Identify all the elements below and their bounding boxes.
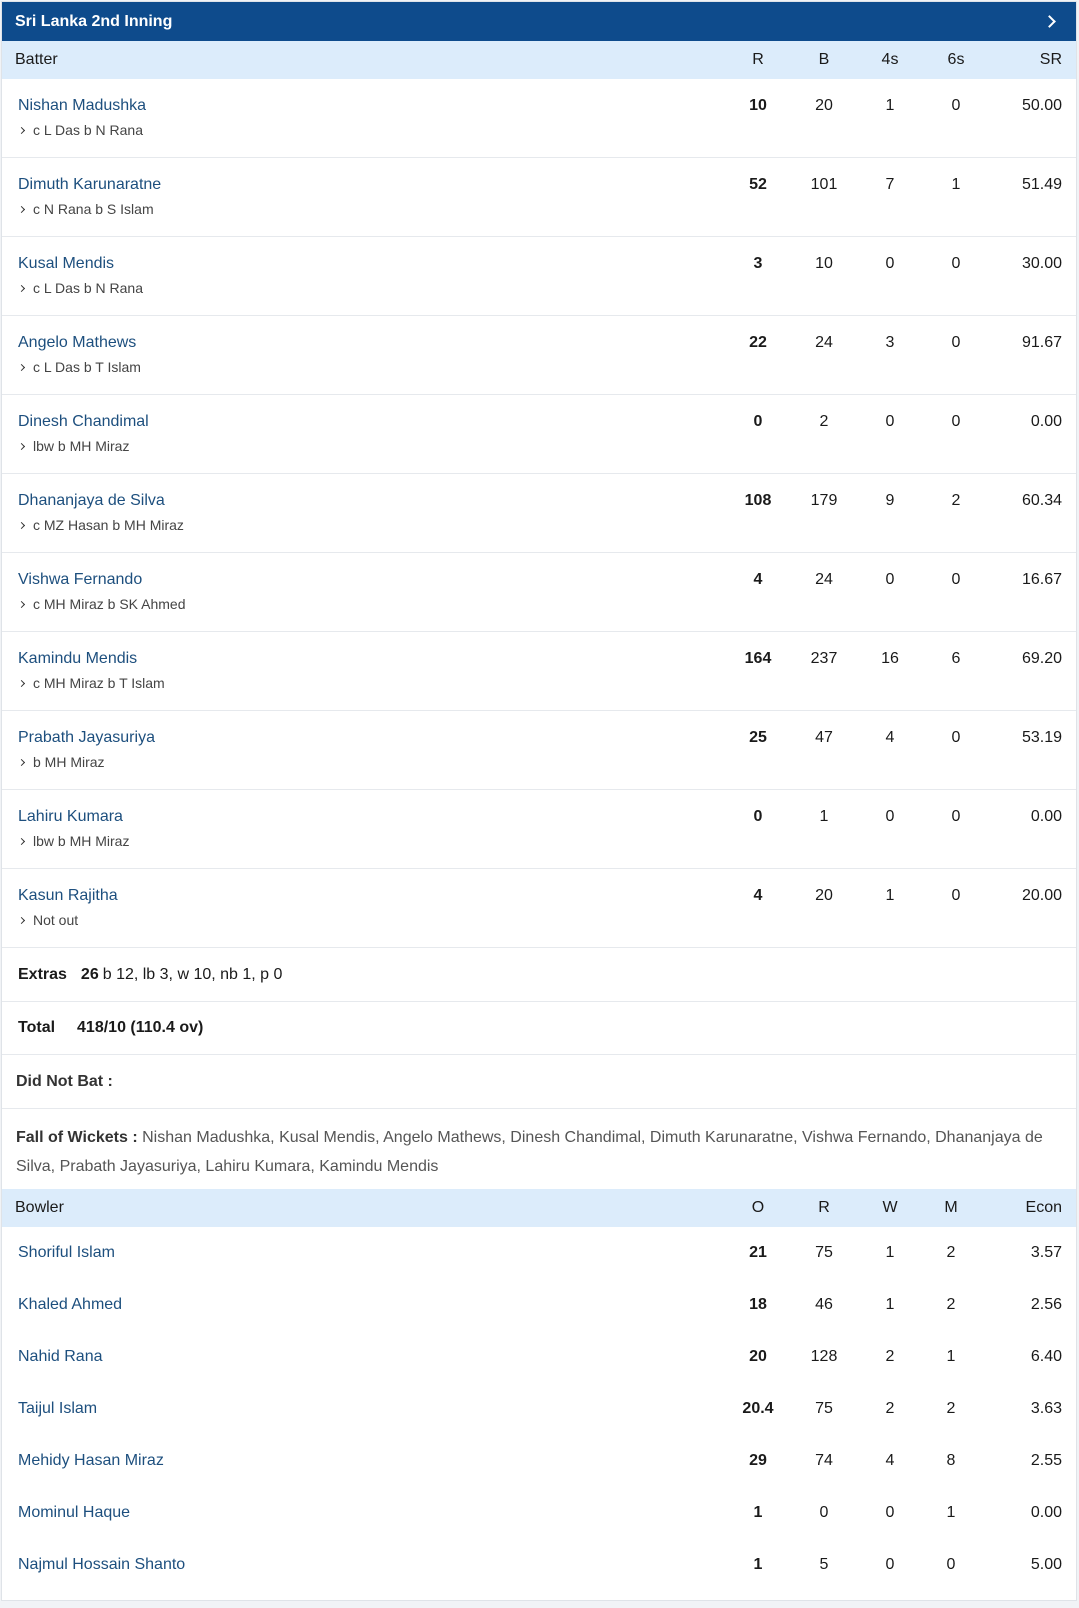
batter-sixes: 0 — [951, 729, 961, 746]
batter-row — [2, 711, 1076, 790]
extras-label: Extras — [18, 965, 67, 983]
bowler-name-link[interactable]: Khaled Ahmed — [18, 1296, 123, 1313]
batter-strike-rate: 53.19 — [1021, 729, 1062, 746]
innings-title: Sri Lanka 2nd Inning — [15, 12, 173, 30]
bowler-name-link[interactable]: Taijul Islam — [18, 1400, 98, 1417]
bowler-overs: 20 — [749, 1348, 767, 1365]
bowler-maidens: 2 — [946, 1296, 956, 1313]
batter-strike-rate: 20.00 — [1021, 887, 1062, 904]
bowler-overs: 20.4 — [742, 1400, 774, 1417]
bowling-table-body — [2, 1227, 1076, 1591]
bowler-wickets: 1 — [885, 1244, 895, 1261]
bowler-maidens: 2 — [946, 1400, 956, 1417]
bowler-maidens: 2 — [946, 1244, 956, 1261]
batter-sixes: 6 — [951, 650, 961, 667]
batter-sixes: 0 — [951, 97, 961, 114]
batter-name-link[interactable]: Nishan Madushka — [18, 97, 147, 114]
batter-row — [2, 632, 1076, 711]
batter-row — [2, 553, 1076, 632]
batter-strike-rate: 0.00 — [1030, 413, 1062, 430]
dismissal-toggle[interactable] — [18, 675, 725, 691]
total-row — [2, 1002, 1076, 1055]
bowler-maidens: 1 — [946, 1504, 956, 1521]
dismissal-toggle[interactable] — [18, 122, 725, 138]
chevron-right-icon — [18, 521, 25, 528]
batter-sixes: 0 — [951, 413, 961, 430]
batter-name-link[interactable]: Lahiru Kumara — [18, 808, 123, 825]
batting-table-body — [2, 79, 1076, 948]
batter-balls: 47 — [815, 729, 833, 746]
batter-name-link[interactable]: Kusal Mendis — [18, 255, 115, 272]
did-not-bat-row — [2, 1055, 1076, 1109]
batter-balls: 20 — [815, 97, 833, 114]
dismissal-toggle[interactable] — [18, 201, 725, 217]
chevron-right-icon — [18, 916, 25, 923]
bowler-runs: 75 — [815, 1400, 833, 1417]
bowler-runs: 46 — [815, 1296, 833, 1313]
strike-rate-column-label: SR — [1039, 51, 1062, 68]
bowler-name-link[interactable]: Mominul Haque — [18, 1504, 131, 1521]
bowler-wickets: 4 — [885, 1452, 895, 1469]
batter-sixes: 2 — [951, 492, 961, 509]
dismissal-toggle[interactable] — [18, 359, 725, 375]
bowler-row — [2, 1383, 1076, 1435]
bowler-economy: 5.00 — [1030, 1556, 1062, 1573]
fall-of-wickets-text: Nishan Madushka, Kusal Mendis, Angelo Mathews, Dinesh Chandimal, Dimuth Karunaratne, Vishwa Fernando, Dhananjaya de Silva, Prabath Jayasuriya, Lahiru Kumara, Kamindu Mendis — [16, 1129, 1043, 1175]
batter-name-link[interactable]: Dinesh Chandimal — [18, 413, 149, 430]
dismissal-text: c MH Miraz b SK Ahmed — [33, 596, 186, 612]
dismissal-toggle[interactable] — [18, 833, 725, 849]
batter-info — [2, 254, 725, 296]
batter-fours: 7 — [885, 176, 895, 193]
bowler-economy: 2.55 — [1030, 1452, 1062, 1469]
batter-runs: 0 — [753, 808, 763, 825]
batter-column-label: Batter — [15, 51, 58, 68]
batter-info — [2, 807, 725, 849]
batting-table-header — [2, 41, 1076, 79]
bowler-wickets: 2 — [885, 1400, 895, 1417]
batter-row — [2, 790, 1076, 869]
dismissal-text: b MH Miraz — [33, 754, 105, 770]
batter-info — [2, 728, 725, 770]
batter-sixes: 0 — [951, 887, 961, 904]
batter-runs: 25 — [749, 729, 767, 746]
batter-strike-rate: 50.00 — [1021, 97, 1062, 114]
batter-row — [2, 237, 1076, 316]
bowler-row — [2, 1227, 1076, 1279]
bowler-runs: 128 — [810, 1348, 838, 1365]
batter-fours: 0 — [885, 808, 895, 825]
batter-fours: 3 — [885, 334, 895, 351]
dismissal-toggle[interactable] — [18, 754, 725, 770]
bowler-wickets: 0 — [885, 1556, 895, 1573]
batter-runs: 4 — [753, 571, 763, 588]
batter-name-link[interactable]: Angelo Mathews — [18, 334, 137, 351]
bowler-name-link[interactable]: Mehidy Hasan Miraz — [18, 1452, 164, 1469]
batter-info — [2, 333, 725, 375]
dismissal-text: c L Das b N Rana — [33, 280, 143, 296]
total-value: 418/10 (110.4 ov) — [77, 1019, 204, 1036]
batter-name-link[interactable]: Dhananjaya de Silva — [18, 492, 165, 509]
maidens-column-label: M — [944, 1199, 958, 1216]
batter-sixes: 0 — [951, 255, 961, 272]
runs-column-label: R — [752, 51, 764, 68]
batter-strike-rate: 0.00 — [1030, 808, 1062, 825]
bowler-overs: 18 — [749, 1296, 767, 1313]
bowler-runs: 75 — [815, 1244, 833, 1261]
chevron-right-icon — [18, 837, 25, 844]
chevron-right-icon — [18, 205, 25, 212]
bowler-name-link[interactable]: Shoriful Islam — [18, 1244, 115, 1261]
bowler-economy: 2.56 — [1030, 1296, 1062, 1313]
bowler-row — [2, 1331, 1076, 1383]
batter-runs: 22 — [749, 334, 767, 351]
batter-sixes: 0 — [951, 334, 961, 351]
batter-runs: 164 — [744, 650, 772, 667]
chevron-right-icon — [18, 600, 25, 607]
dismissal-toggle[interactable] — [18, 280, 725, 296]
batter-fours: 1 — [885, 887, 895, 904]
bowler-runs: 0 — [819, 1504, 829, 1521]
chevron-right-icon[interactable] — [1043, 15, 1056, 28]
total-label: Total — [18, 1019, 56, 1036]
batter-strike-rate: 30.00 — [1021, 255, 1062, 272]
batter-info — [2, 491, 725, 533]
batter-row — [2, 869, 1076, 948]
innings-header[interactable] — [2, 2, 1076, 41]
sixes-column-label: 6s — [947, 51, 965, 68]
batter-info — [2, 649, 725, 691]
chevron-right-icon — [18, 442, 25, 449]
bowler-economy: 6.40 — [1030, 1348, 1062, 1365]
batter-fours: 0 — [885, 255, 895, 272]
runs-conceded-column-label: R — [818, 1199, 830, 1216]
batter-balls: 101 — [810, 176, 838, 193]
bowler-overs: 1 — [753, 1556, 763, 1573]
bowler-row — [2, 1279, 1076, 1331]
bowler-economy: 0.00 — [1030, 1504, 1062, 1521]
batter-strike-rate: 16.67 — [1021, 571, 1062, 588]
batter-row — [2, 79, 1076, 158]
batter-name-link[interactable]: Prabath Jayasuriya — [18, 729, 155, 746]
batter-row — [2, 474, 1076, 553]
batter-runs: 52 — [749, 176, 767, 193]
batter-sixes: 1 — [951, 176, 961, 193]
batter-row — [2, 316, 1076, 395]
dismissal-toggle[interactable] — [18, 596, 725, 612]
bowler-name-link[interactable]: Najmul Hossain Shanto — [18, 1556, 186, 1573]
batter-sixes: 0 — [951, 808, 961, 825]
bowler-column-label: Bowler — [15, 1199, 64, 1216]
did-not-bat-label: Did Not Bat : — [16, 1072, 113, 1090]
batter-runs: 108 — [744, 492, 772, 509]
bowler-overs: 29 — [749, 1452, 767, 1469]
dismissal-text: Not out — [33, 912, 79, 928]
batter-strike-rate: 51.49 — [1021, 176, 1062, 193]
dismissal-toggle[interactable] — [18, 517, 725, 533]
batter-sixes: 0 — [951, 571, 961, 588]
scorecard-card — [1, 1, 1077, 1601]
batter-row — [2, 395, 1076, 474]
batter-balls: 1 — [819, 808, 829, 825]
batter-fours: 0 — [885, 413, 895, 430]
bowler-economy: 3.63 — [1030, 1400, 1062, 1417]
bowler-row — [2, 1435, 1076, 1487]
bowler-row — [2, 1539, 1076, 1591]
batter-runs: 4 — [753, 887, 763, 904]
batter-balls: 24 — [815, 334, 833, 351]
dismissal-text: c N Rana b S Islam — [33, 201, 154, 217]
batter-runs: 0 — [753, 413, 763, 430]
chevron-right-icon — [18, 758, 25, 765]
bowler-maidens: 1 — [946, 1348, 956, 1365]
dismissal-text: lbw b MH Miraz — [33, 833, 130, 849]
batter-balls: 20 — [815, 887, 833, 904]
fall-of-wickets-label: Fall of Wickets : — [16, 1129, 138, 1146]
batter-strike-rate: 69.20 — [1021, 650, 1062, 667]
batter-runs: 10 — [749, 97, 767, 114]
bowler-economy: 3.57 — [1030, 1244, 1062, 1261]
chevron-right-icon — [18, 363, 25, 370]
bowler-wickets: 1 — [885, 1296, 895, 1313]
batter-fours: 0 — [885, 571, 895, 588]
bowler-overs: 21 — [749, 1244, 767, 1261]
batter-info — [2, 886, 725, 928]
bowler-runs: 5 — [819, 1556, 829, 1573]
fours-column-label: 4s — [881, 51, 899, 68]
economy-column-label: Econ — [1025, 1199, 1062, 1216]
fall-of-wickets-row — [2, 1109, 1076, 1189]
chevron-right-icon — [18, 284, 25, 291]
batter-info — [2, 175, 725, 217]
chevron-right-icon — [18, 126, 25, 133]
dismissal-toggle[interactable] — [18, 438, 725, 454]
batter-balls: 10 — [815, 255, 833, 272]
batter-name-link[interactable]: Kasun Rajitha — [18, 887, 118, 904]
bowling-table-header — [2, 1189, 1076, 1227]
batter-balls: 2 — [819, 413, 829, 430]
bowler-row — [2, 1487, 1076, 1539]
overs-column-label: O — [751, 1199, 765, 1216]
bowler-maidens: 0 — [946, 1556, 956, 1573]
batter-name-link[interactable]: Kamindu Mendis — [18, 650, 138, 667]
wickets-column-label: W — [882, 1199, 898, 1216]
bowler-name-link[interactable]: Nahid Rana — [18, 1348, 103, 1365]
dismissal-toggle[interactable] — [18, 912, 725, 928]
dismissal-text: lbw b MH Miraz — [33, 438, 130, 454]
batter-row — [2, 158, 1076, 237]
batter-info — [2, 412, 725, 454]
extras-row — [2, 948, 1076, 1002]
batter-info — [2, 96, 725, 138]
dismissal-text: c MZ Hasan b MH Miraz — [33, 517, 184, 533]
batter-name-link[interactable]: Vishwa Fernando — [18, 571, 143, 588]
bowler-overs: 1 — [753, 1504, 763, 1521]
dismissal-text: c L Das b N Rana — [33, 122, 143, 138]
balls-column-label: B — [818, 51, 830, 68]
bowler-wickets: 2 — [885, 1348, 895, 1365]
batter-info — [2, 570, 725, 612]
batter-fours: 4 — [885, 729, 895, 746]
bowler-runs: 74 — [815, 1452, 833, 1469]
batter-fours: 1 — [885, 97, 895, 114]
dismissal-text: c MH Miraz b T Islam — [33, 675, 165, 691]
dismissal-text: c L Das b T Islam — [33, 359, 141, 375]
batter-balls: 237 — [810, 650, 838, 667]
batter-balls: 24 — [815, 571, 833, 588]
bowler-maidens: 8 — [946, 1452, 956, 1469]
batter-name-link[interactable]: Dimuth Karunaratne — [18, 176, 162, 193]
batter-fours: 9 — [885, 492, 895, 509]
batter-strike-rate: 91.67 — [1021, 334, 1062, 351]
batter-runs: 3 — [753, 255, 763, 272]
extras-value: 26 — [80, 965, 99, 983]
chevron-right-icon — [18, 679, 25, 686]
extras-detail: b 12, lb 3, w 10, nb 1, p 0 — [102, 965, 283, 983]
batter-balls: 179 — [810, 492, 838, 509]
batter-strike-rate: 60.34 — [1021, 492, 1062, 509]
batter-fours: 16 — [881, 650, 899, 667]
bowler-wickets: 0 — [885, 1504, 895, 1521]
